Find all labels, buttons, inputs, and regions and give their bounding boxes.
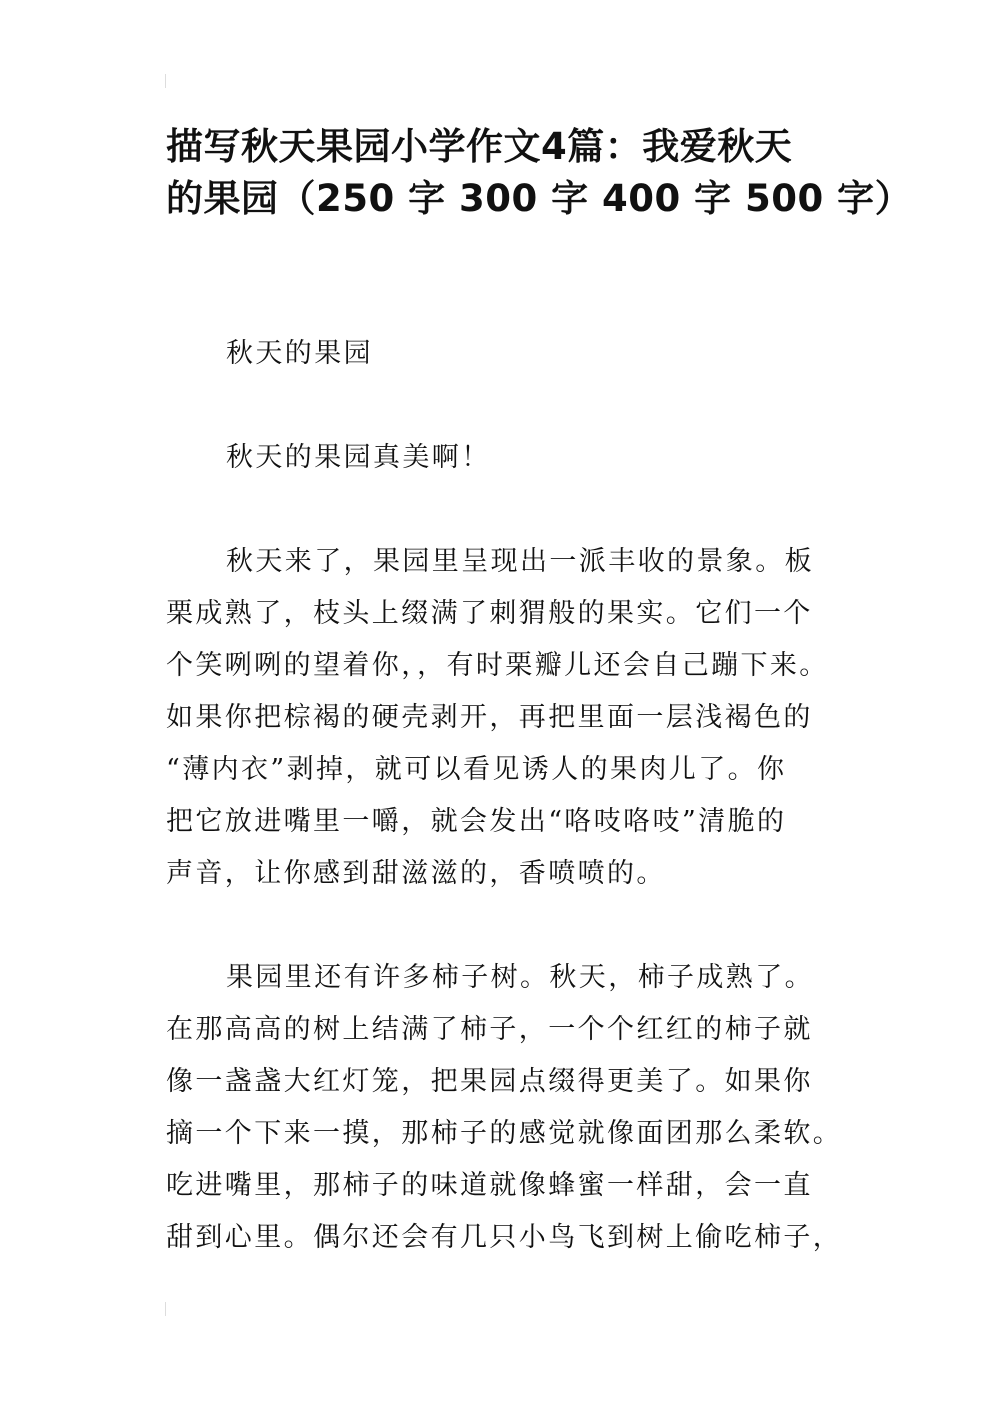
paragraph-line: 秋天来了，果园里呈现出一派丰收的景象。板	[226, 546, 814, 577]
paragraph-line: 声音，让你感到甜滋滋的，香喷喷的。	[166, 858, 666, 889]
essay-intro: 秋天的果园真美啊！	[226, 442, 491, 473]
paragraph-line: 像一盏盏大红灯笼，把果园点缀得更美了。如果你	[166, 1066, 813, 1097]
paragraph-line: 吃进嘴里，那柿子的味道就像蜂蜜一样甜，会一直	[166, 1170, 813, 1201]
crop-mark-bottom	[165, 1302, 166, 1316]
paragraph-line: 摘一个下来一摸，那柿子的感觉就像面团那么柔软。	[166, 1118, 843, 1149]
paragraph-line: 果园里还有许多柿子树。秋天，柿子成熟了。	[226, 962, 814, 993]
paragraph-1	[166, 536, 846, 900]
title-line: 的果园（250 字 300 字 400 字 500 字）	[166, 177, 913, 220]
crop-mark-top	[165, 74, 166, 88]
paragraph-line: 在那高高的树上结满了柿子，一个个红红的柿子就	[166, 1014, 813, 1045]
paragraph-line: “薄内衣”剥掉，就可以看见诱人的果肉儿了。你	[166, 754, 787, 785]
paragraph-line: 栗成熟了，枝头上缀满了刺猬般的果实。它们一个	[166, 598, 813, 629]
paragraph-line: 如果你把棕褐的硬壳剥开，再把里面一层浅褐色的	[166, 702, 813, 733]
title-line: 描写秋天果园小学作文4篇：我爱秋天	[166, 125, 793, 168]
paragraph-2	[166, 952, 846, 1264]
paragraph-line: 甜到心里。偶尔还会有几只小鸟飞到树上偷吃柿子，	[166, 1222, 843, 1253]
essay-heading: 秋天的果园	[226, 338, 373, 369]
paragraph-line: 把它放进嘴里一嚼，就会发出“咯吱咯吱”清脆的	[166, 806, 787, 837]
document-title	[166, 121, 913, 225]
paragraph-line: 个笑咧咧的望着你，，有时栗瓣儿还会自己蹦下来。	[166, 650, 829, 681]
essay-body	[166, 328, 846, 1264]
